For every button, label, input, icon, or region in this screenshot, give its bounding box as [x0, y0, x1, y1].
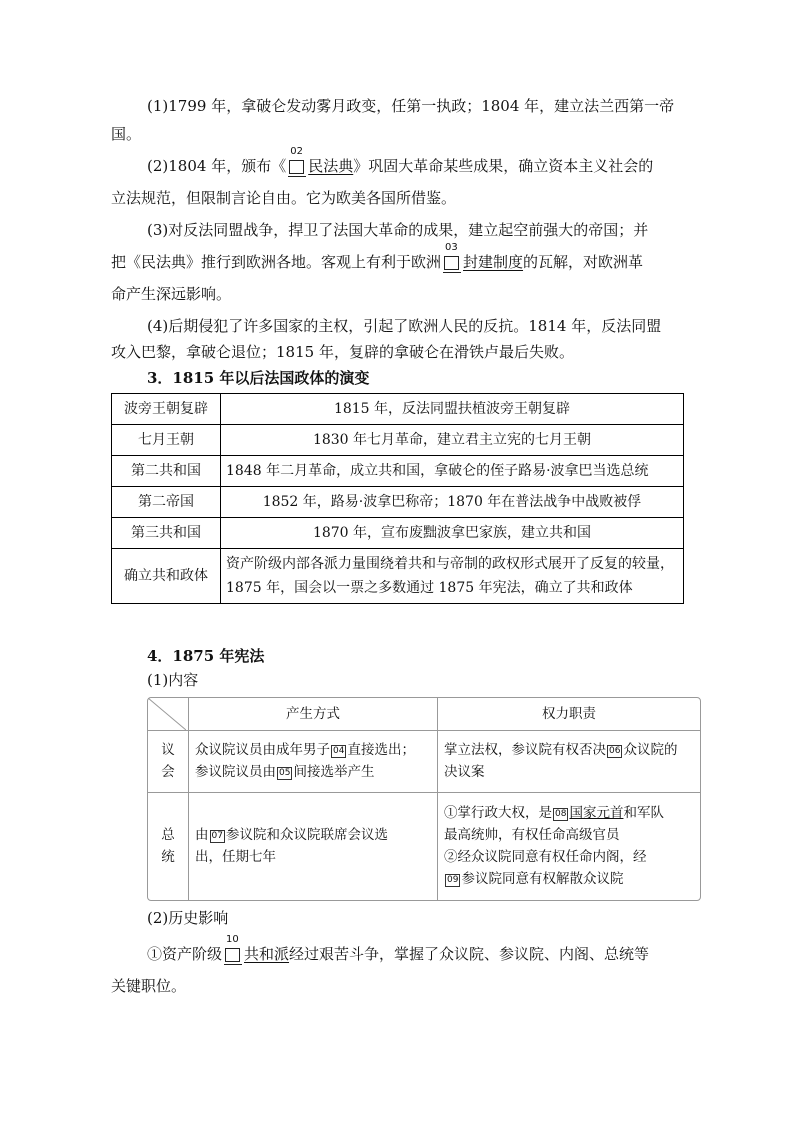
para-2-line-2: 立法规范，但限制言论自由。它为欧美各国所借鉴。 [111, 189, 457, 207]
para-2-prefix: (2)1804 年，颁布《 [147, 157, 287, 175]
table-header-row [148, 698, 700, 730]
key-term: 民法典 [308, 157, 354, 175]
regime-name: 第二帝国 [112, 487, 221, 518]
constitution-table [147, 697, 701, 901]
subheading-impact: (2)历史影响 [147, 909, 229, 927]
regime-name: 确立共和政体 [112, 549, 221, 604]
row-label-president: 总 统 [148, 792, 189, 900]
header-power: 权力职责 [438, 698, 701, 730]
regime-name: 波旁王朝复辟 [112, 394, 221, 425]
para-2-line-1 [147, 146, 654, 180]
marker-number: 02 [290, 146, 303, 157]
para-1-line-1: (1)1799 年，拿破仑发动雾月政变，任第一执政；1804 年，建立法兰西第一帝 [147, 97, 675, 115]
regime-desc: 1830 年七月革命，建立君主立宪的七月王朝 [221, 425, 684, 456]
para-1-line-2: 国。 [111, 125, 142, 143]
blank-marker-icon [224, 934, 242, 962]
para-3-prefix: 把《民法典》推行到欧洲各地。客观上有利于欧洲 [111, 253, 442, 271]
key-term: 共和派 [244, 945, 290, 963]
para-3-line-2 [111, 242, 644, 276]
numbered-blank-icon: 05 [279, 768, 291, 778]
subheading-content: (1)内容 [147, 671, 199, 689]
para-5-suffix: 经过艰苦斗争，掌握了众议院、参议院、内阁、总统等 [289, 945, 650, 963]
para-2-suffix: 》巩固大革命某些成果，确立资本主义社会的 [353, 157, 654, 175]
header-method: 产生方式 [189, 698, 438, 730]
diagonal-corner-cell [148, 698, 189, 730]
para-5-line-2: 关键职位。 [111, 977, 187, 995]
section-4-heading: 4．1875 年宪法 [147, 647, 265, 665]
president-method: 由 07 参议院和众议院联席会议选 出，任期七年 [189, 792, 438, 900]
para-3-line-1: (3)对反法同盟战争，捍卫了法国大革命的成果，建立起空前强大的帝国；并 [147, 221, 649, 239]
marker-number: 03 [445, 242, 458, 253]
regime-desc: 1852 年，路易·波拿巴称帝；1870 年在普法战争中战败被俘 [221, 487, 684, 518]
numbered-blank-icon: 06 [609, 746, 621, 756]
table-row [112, 518, 684, 549]
parliament-method: 众议院议员由成年男子 04 直接选出； 参议院议员由 05 间接选举产生 [189, 730, 438, 792]
section-3-heading: 3．1815 年以后法国政体的演变 [147, 369, 370, 387]
regime-desc: 1848 年二月革命，成立共和国，拿破仑的侄子路易·波拿巴当选总统 [221, 456, 684, 487]
parliament-power: 掌立法权，参议院有权否决 06 众议院的 决议案 [438, 730, 701, 792]
numbered-blank-icon: 08 [555, 809, 567, 820]
president-power: ①掌行政大权，是 08 国家元首和军队 最高统帅，有权任命高级官员 ②经众议院同意有权任命内阁，经 09 参议院同意有权解散众议院 [438, 792, 701, 900]
blank-marker-icon [288, 146, 306, 174]
table-row [112, 425, 684, 456]
para-5-prefix: ①资产阶级 [147, 945, 223, 963]
regime-table [111, 393, 684, 604]
para-4-line-2: 攻入巴黎，拿破仑退位；1815 年，复辟的拿破仑在滑铁卢最后失败。 [111, 343, 574, 361]
regime-name: 七月王朝 [112, 425, 221, 456]
para-5-line-1 [147, 934, 650, 968]
numbered-blank-icon: 09 [447, 875, 459, 886]
para-3-line-3: 命产生深远影响。 [111, 285, 232, 303]
para-3-suffix: 的瓦解，对欧洲革 [523, 253, 644, 271]
regime-name: 第二共和国 [112, 456, 221, 487]
numbered-blank-icon: 07 [211, 831, 223, 842]
table-row [148, 792, 700, 900]
table-row [148, 730, 700, 792]
regime-desc: 资产阶级内部各派力量围绕着共和与帝制的政权形式展开了反复的较量，1875 年，国会以一票之多数通过 1875 年宪法，确立了共和政体 [221, 549, 684, 604]
para-4-line-1: (4)后期侵犯了许多国家的主权，引起了欧洲人民的反抗。1814 年，反法同盟 [147, 317, 662, 335]
table-row [112, 456, 684, 487]
numbered-blank-icon: 04 [333, 746, 345, 756]
marker-number: 10 [226, 934, 239, 945]
table-row [112, 549, 684, 604]
row-label-parliament: 议 会 [148, 730, 189, 792]
key-term: 封建制度 [463, 253, 524, 271]
table-row [112, 394, 684, 425]
table-row [112, 487, 684, 518]
regime-name: 第三共和国 [112, 518, 221, 549]
blank-marker-icon [443, 242, 461, 270]
regime-desc: 1870 年，宣布废黜波拿巴家族，建立共和国 [221, 518, 684, 549]
regime-desc: 1815 年，反法同盟扶植波旁王朝复辟 [221, 394, 684, 425]
